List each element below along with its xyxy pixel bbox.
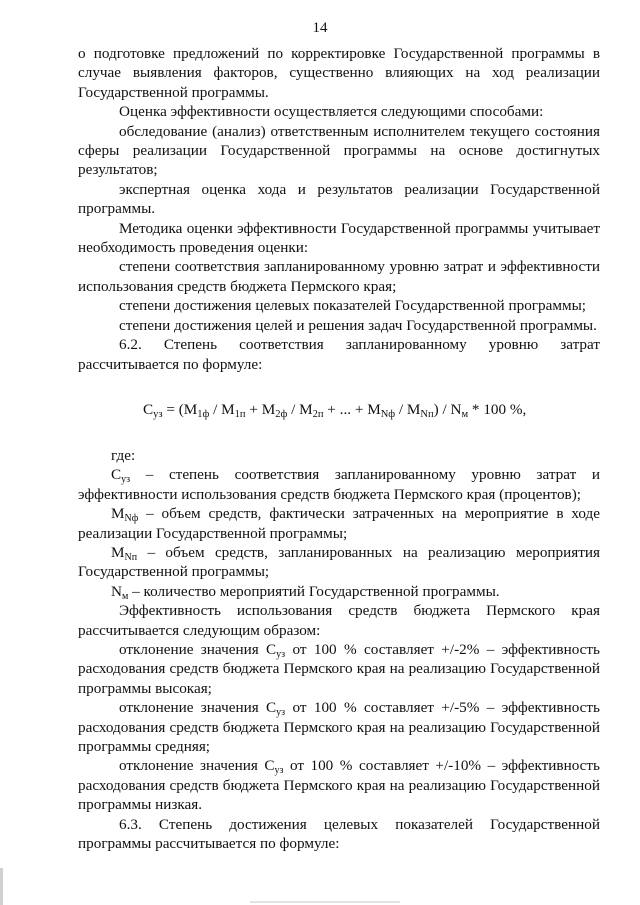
definition-n-m [78, 582, 600, 601]
formula-c-uz [78, 400, 600, 419]
paragraph: экспертная оценка хода и результатов реализации Государственной программы. [78, 180, 600, 218]
formula-subscript: 2ф [275, 408, 288, 420]
paragraph: Методика оценки эффективности Государственной программы учитывает необходимость проведения оценки: [78, 219, 600, 257]
definition-m-np [78, 543, 600, 582]
scan-bottom-mark [250, 901, 400, 903]
formula-part: + М [245, 400, 276, 418]
formula-part: / М [209, 400, 235, 418]
formula-part: / М [287, 400, 313, 418]
where-label: где: [111, 446, 136, 464]
definition-symbol: С [111, 466, 122, 484]
assessment-medium [78, 698, 600, 756]
definition-text: – объем средств, фактически затраченных на мероприятие в ходе реализации Государственной программы; [78, 505, 600, 542]
assessment-low [78, 756, 600, 814]
formula-part: С [143, 400, 154, 418]
paragraph: степени достижения целей и решения задач Государственной программы. [119, 316, 597, 334]
section-6-2-heading: 6.2. Степень соответствия запланированному уровню затрат рассчитывается по формуле: [78, 336, 600, 373]
assessment-text: от 100 % составляет +/-5% – эффективность расходования средств бюджета Пермского края на реализацию Государственной программы средняя; [78, 699, 600, 755]
definition-symbol: М [111, 543, 125, 561]
definition-subscript: уз [121, 474, 131, 486]
paragraph: степени соответствия запланированному уровню затрат и эффективности использования средств бюджета Пермского края; [78, 258, 600, 295]
formula-subscript: Nп [420, 408, 434, 420]
paragraph: Оценка эффективности осуществляется следующими способами: [119, 103, 544, 121]
assessment-subscript: уз [276, 707, 286, 719]
formula-subscript: Nф [380, 408, 396, 420]
paragraph: о подготовке предложений по корректировке Государственной программы в случае выявления факторов, существенно влияющих на ход реализации Государственной программы. [78, 45, 600, 101]
definition-symbol: М [111, 505, 125, 523]
document-body [78, 44, 600, 853]
formula-part: + ... + М [323, 400, 381, 418]
formula-subscript: м [461, 408, 469, 420]
assessment-text: от 100 % составляет +/-10% – эффективность расходования средств бюджета Пермского края на реализацию Государственной программы низкая. [78, 757, 600, 814]
definition-symbol: N [111, 582, 122, 600]
assessment-text: отклонение значения С [119, 757, 275, 775]
assessment-subscript: уз [274, 765, 284, 777]
scan-edge-mark [0, 868, 3, 905]
definition-text: – количество мероприятий Государственной программы. [128, 582, 500, 600]
assessment-subscript: уз [276, 648, 286, 660]
definition-subscript: Nф [124, 513, 139, 525]
formula-part: ) / N [433, 400, 462, 418]
page-number: 14 [312, 20, 328, 36]
definition-subscript: Nп [124, 551, 138, 563]
definition-text: – объем средств, запланированных на реализацию мероприятия Государственной программы; [78, 543, 600, 581]
paragraph: степени достижения целевых показателей Государственной программы; [119, 297, 587, 315]
definition-c-uz [78, 465, 600, 504]
formula-subscript: 1ф [197, 408, 210, 420]
formula-subscript: 2п [312, 408, 324, 420]
formula-subscript: 1п [234, 408, 246, 420]
paragraph: обследование (анализ) ответственным исполнителем текущего состояния сферы реализации Государственной программы на основе достигнутых результатов; [78, 122, 600, 179]
section-6-3-heading: 6.3. Степень достижения целевых показателей Государственной программы рассчитывается по формуле: [78, 815, 600, 853]
assessment-high [78, 640, 600, 698]
assessment-text: от 100 % составляет +/-2% – эффективность расходования средств бюджета Пермского края на реализацию Государственной программы высокая; [78, 640, 600, 697]
formula-subscript: уз [153, 408, 163, 420]
definition-m-nf [78, 504, 600, 543]
assessment-text: отклонение значения С [119, 699, 277, 717]
assessment-intro: Эффективность использования средств бюджета Пермского края рассчитывается следующим образом: [78, 602, 600, 639]
formula-part: * 100 %, [468, 400, 527, 418]
definition-subscript: м [121, 590, 129, 602]
formula-part: / М [395, 400, 421, 418]
assessment-text: отклонение значения С [119, 640, 277, 658]
formula-part: = (М [162, 400, 198, 418]
definition-text: – степень соответствия запланированному уровню затрат и эффективности использования средств бюджета Пермского края (процентов); [78, 466, 600, 503]
